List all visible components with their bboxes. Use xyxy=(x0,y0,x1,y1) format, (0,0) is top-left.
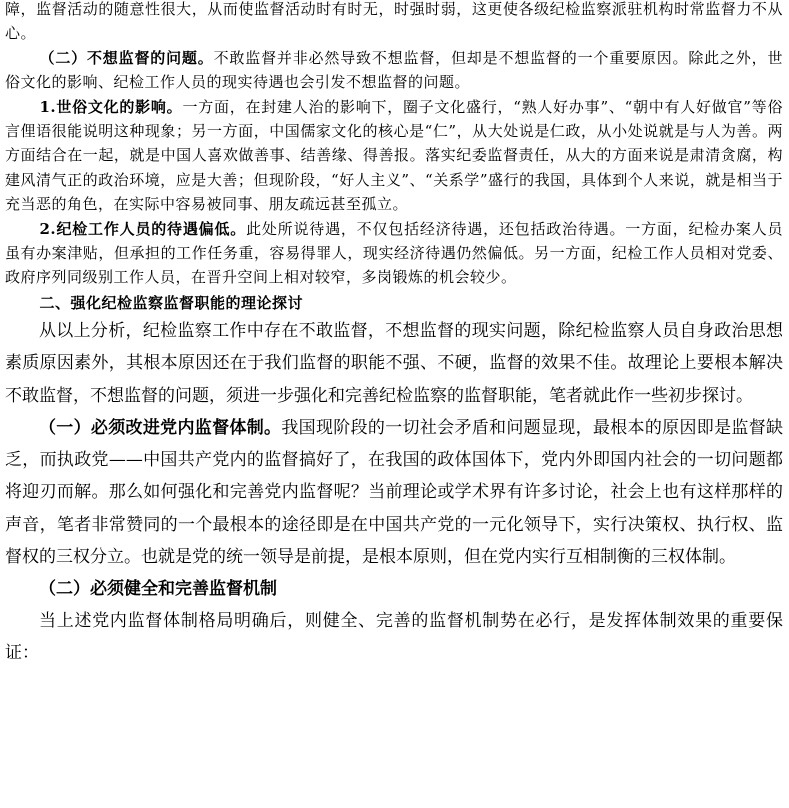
paragraph-analysis xyxy=(5,315,783,412)
paragraph-not-willing-to-supervise xyxy=(5,46,783,95)
section-title: 二、强化纪检监察监督职能的理论探讨 xyxy=(39,293,304,312)
paragraph-text: 从以上分析，纪检监察工作中存在不敢监督，不想监督的现实问题，除纪检监察人员自身政治思想素质原因素外，其根本原因还在于我们监督的职能不强、不硬，监督的效果不佳。故理论上要根本解决不敢监督，不想监督的问题，须进一步强化和完善纪检监察的监督职能，笔者就此作一些初步探讨。 xyxy=(5,321,783,406)
subsection-heading: 2.纪检工作人员的待遇偏低。 xyxy=(39,219,247,238)
paragraph-text: 一方面，在封建人治的影响下，圈子文化盛行，“熟人好办事”、“朝中有人好做官”等俗言俚语很能说明这种现象；另一方面，中国儒家文化的核心是“仁”，从大处说是仁政，从小处说就是与人为善。两方面结合在一起，就是中国人喜欢做善事、结善缘、得善报。落实纪委监督责任，从大的方面来说是肃清贪腐，构建风清气正的政治环境，应是大善；但现阶段，“好人主义”、“关系学”盛行的我国，具体到个人来说，就是相当于充当恶的角色，在实际中容易被同事、朋友疏远甚至孤立。 xyxy=(5,97,783,214)
paragraph-secular-culture xyxy=(5,95,783,217)
paragraph-text: 障，监督活动的随意性很大，从而使监督活动时有时无，时强时弱，这更使各级纪检监察派驻机构时常监督力不从心。 xyxy=(5,0,783,43)
paragraph-improve-system xyxy=(5,412,783,573)
paragraph-low-treatment xyxy=(5,217,783,290)
subsection-heading: 1.世俗文化的影响。 xyxy=(39,97,183,116)
paragraph-text: 此处所说待遇，不仅包括经济待遇，还包括政治待遇。一方面，纪检办案人员虽有办案津贴，但承担的工作任务重，容易得罪人，现实经济待遇仍然偏低。另一方面，纪检工作人员相对党委、政府序列同级别工作人员，在晋升空间上相对较窄，多岗锻炼的机会较少。 xyxy=(5,219,783,287)
section-heading: （二）必须健全和完善监督机制 xyxy=(39,578,277,599)
paragraph-mechanism-heading xyxy=(5,573,783,605)
paragraph-mechanism xyxy=(5,605,783,669)
section-heading: （二）不想监督的问题。 xyxy=(39,48,214,67)
section-title-paragraph xyxy=(5,291,783,315)
paragraph-text: 不敢监督并非必然导致不想监督，但却是不想监督的一个重要原因。除此之外，世俗文化的影响、纪检工作人员的现实待遇也会引发不想监督的问题。 xyxy=(5,48,783,92)
paragraph-text: 我国现阶段的一切社会矛盾和问题显现，最根本的原因即是监督缺乏，而执政党——中国共产党内的监督搞好了，在我国的政体国体下，党内外即国内社会的一切问题都将迎刃而解。那么如何强化和完善党内监督呢？当前理论或学术界有许多讨论，社会上也有这样那样的声音，笔者非常赞同的一个最根本的途径即是在中国共产党的一元化领导下，实行决策权、执行权、监督权的三权分立。也就是党的统一领导是前提，是根本原则，但在党内实行互相制衡的三权体制。 xyxy=(5,417,784,567)
paragraph-continuation xyxy=(5,0,783,46)
paragraph-text: 当上述党内监督体制格局明确后，则健全、完善的监督机制势在必行，是发挥体制效果的重要保证： xyxy=(5,611,783,664)
section-heading: （一）必须改进党内监督体制。 xyxy=(39,417,282,438)
